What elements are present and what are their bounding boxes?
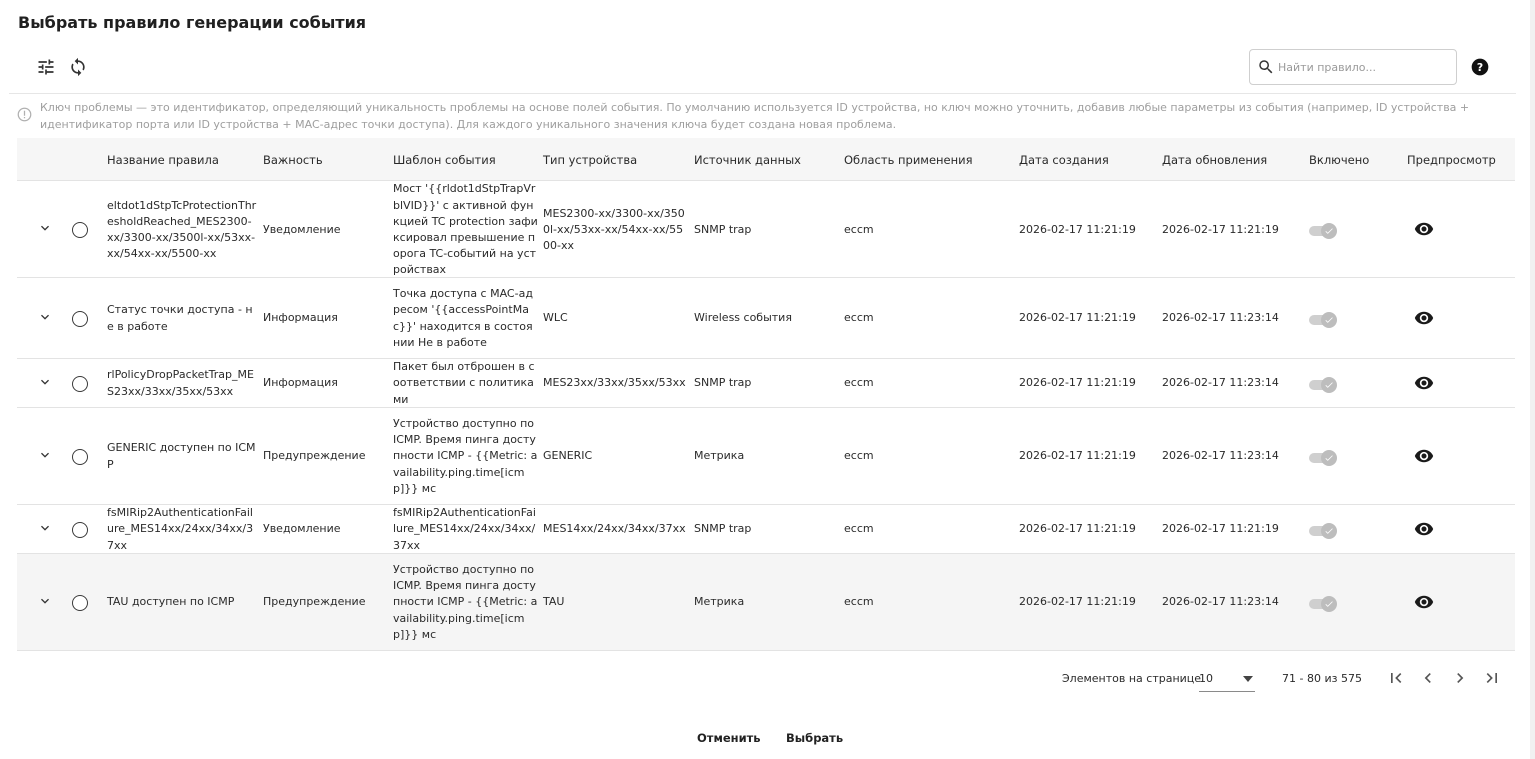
cell-updated: [1162, 359, 1302, 408]
cell-template: [393, 408, 538, 505]
header-created[interactable]: Дата создания: [1019, 153, 1109, 167]
cell-text: Устройство доступно по ICMP. Время пинга доступности ICMP - {{Metric: availability.ping.time[icmp]}} мс: [393, 562, 538, 641]
cell-name: [107, 182, 257, 278]
info-icon: [17, 107, 32, 122]
check-icon: [1324, 526, 1334, 536]
cell-text: 2026-02-17 11:21:19: [1019, 376, 1136, 390]
table-row[interactable]: [17, 278, 1515, 359]
cell-text: 2026-02-17 11:23:14: [1162, 449, 1279, 463]
enabled-toggle[interactable]: [1309, 311, 1339, 329]
cell-text: Устройство доступно по ICMP. Время пинга доступности ICMP - {{Metric: availability.ping.time[icmp]}} мс: [393, 416, 538, 495]
cell-text: 2026-02-17 11:23:14: [1162, 376, 1279, 390]
row-radio[interactable]: [72, 449, 88, 465]
header-enabled[interactable]: Включено: [1309, 153, 1370, 167]
cell-created: [1019, 182, 1159, 278]
svg-text:?: ?: [1476, 60, 1484, 74]
cell-created: [1019, 505, 1159, 554]
cell-name: [107, 554, 257, 651]
table-row[interactable]: [17, 505, 1515, 554]
cell-template: [393, 505, 538, 554]
page-size-label: Элементов на странице: [1062, 672, 1202, 685]
preview-eye-icon[interactable]: [1414, 446, 1434, 466]
cell-text: 2026-02-17 11:21:19: [1019, 522, 1136, 536]
cell-device-type: [543, 182, 688, 278]
page-range: 71 - 80 из 575: [1282, 672, 1362, 685]
dropdown-arrow-icon: [1243, 675, 1253, 683]
cell-text: eccm: [844, 376, 874, 390]
cancel-button[interactable]: Отменить: [697, 731, 761, 745]
cell-text: Предупреждение: [263, 595, 366, 609]
cell-template: [393, 359, 538, 408]
scrollbar[interactable]: [1530, 0, 1535, 759]
next-page-icon[interactable]: [1450, 668, 1470, 688]
header-preview[interactable]: Предпросмотр: [1407, 153, 1496, 167]
cell-text: fsMIRip2AuthenticationFailure_MES14xx/24xx/34xx/37xx: [107, 506, 254, 552]
check-icon: [1324, 226, 1334, 236]
chevron-down-icon[interactable]: [37, 520, 53, 536]
check-icon: [1324, 315, 1334, 325]
table-header: [17, 138, 1515, 181]
cell-text: Точка доступа с MAC-адресом '{{accessPointMac}}' находится в состоянии Не в работе: [393, 287, 533, 349]
cell-text: MES2300-xx/3300-xx/3500l-xx/53xx-xx/54xx-xx/5500-xx: [543, 206, 685, 253]
chevron-down-icon[interactable]: [37, 593, 53, 609]
prev-page-icon[interactable]: [1418, 668, 1438, 688]
cell-text: Предупреждение: [263, 449, 366, 463]
cell-scope: [844, 278, 1014, 359]
enabled-toggle[interactable]: [1309, 376, 1339, 394]
preview-eye-icon[interactable]: [1414, 519, 1434, 539]
search-input[interactable]: [1278, 50, 1453, 84]
cell-text: WLC: [543, 311, 568, 325]
cell-text: TAU доступен по ICMP: [107, 595, 235, 609]
cell-source: [694, 182, 839, 278]
cell-template: [393, 278, 538, 359]
cell-text: SNMP trap: [694, 522, 752, 536]
cell-text: 2026-02-17 11:23:14: [1162, 311, 1279, 325]
check-icon: [1324, 453, 1334, 463]
preview-eye-icon[interactable]: [1414, 592, 1434, 612]
cell-severity: [263, 182, 388, 278]
cell-severity: [263, 408, 388, 505]
row-radio[interactable]: [72, 595, 88, 611]
chevron-down-icon[interactable]: [37, 220, 53, 236]
cell-device-type: [543, 408, 688, 505]
page-size-value: 10: [1199, 672, 1213, 685]
row-radio[interactable]: [72, 376, 88, 392]
chevron-down-icon[interactable]: [37, 309, 53, 325]
cell-name: [107, 408, 257, 505]
cell-text: Информация: [263, 311, 338, 325]
preview-eye-icon[interactable]: [1414, 308, 1434, 328]
header-scope[interactable]: Область применения: [844, 153, 973, 167]
cell-severity: [263, 554, 388, 651]
cell-source: [694, 554, 839, 651]
preview-eye-icon[interactable]: [1414, 373, 1434, 393]
cell-text: Мост '{{rldot1dStpTrapVrblVID}}' с активной функцией TC protection зафиксировал превышение порога TC-событий на устройствах: [393, 182, 538, 277]
cell-source: [694, 359, 839, 408]
cell-text: MES23xx/33xx/35xx/53xx: [543, 376, 686, 390]
row-radio[interactable]: [72, 522, 88, 538]
row-radio[interactable]: [72, 311, 88, 327]
table-row[interactable]: [17, 359, 1515, 408]
cell-text: eccm: [844, 222, 874, 236]
page-size-select[interactable]: [1199, 666, 1255, 692]
cell-text: 2026-02-17 11:21:19: [1162, 522, 1279, 536]
enabled-toggle[interactable]: [1309, 595, 1339, 613]
cell-text: GENERIC доступен по ICMP: [107, 441, 256, 471]
cell-created: [1019, 278, 1159, 359]
toolbar-divider: [9, 93, 1516, 94]
table-row[interactable]: [17, 408, 1515, 505]
header-severity[interactable]: Важность: [263, 153, 323, 167]
cell-updated: [1162, 408, 1302, 505]
preview-eye-icon[interactable]: [1414, 219, 1434, 239]
dialog-title: Выбрать правило генерации события: [18, 13, 367, 32]
header-template[interactable]: Шаблон события: [393, 153, 496, 167]
cell-scope: [844, 182, 1014, 278]
cell-source: [694, 505, 839, 554]
cell-created: [1019, 359, 1159, 408]
cell-text: eccm: [844, 522, 874, 536]
cell-created: [1019, 554, 1159, 651]
cell-text: Уведомление: [263, 522, 341, 536]
cell-text: MES14xx/24xx/34xx/37xx: [543, 522, 686, 536]
cell-device-type: [543, 505, 688, 554]
cell-severity: [263, 278, 388, 359]
table-row[interactable]: [17, 554, 1515, 651]
cell-name: [107, 359, 257, 408]
cell-text: eccm: [844, 595, 874, 609]
cell-text: Пакет был отброшен в соответствии с политиками: [393, 360, 535, 406]
refresh-icon[interactable]: [67, 56, 89, 78]
cell-name: [107, 505, 257, 554]
check-icon: [1324, 380, 1334, 390]
cell-text: rlPolicyDropPacketTrap_MES23xx/33xx/35xx/53xx: [107, 368, 254, 398]
cell-scope: [844, 408, 1014, 505]
cell-text: SNMP trap: [694, 222, 752, 236]
help-icon[interactable]: [1470, 57, 1490, 77]
cell-source: [694, 408, 839, 505]
header-name[interactable]: Название правила: [107, 153, 219, 167]
cell-updated: [1162, 182, 1302, 278]
hint-block: [17, 98, 1517, 134]
first-page-icon[interactable]: [1386, 668, 1406, 688]
cell-severity: [263, 359, 388, 408]
cell-created: [1019, 408, 1159, 505]
cell-device-type: [543, 359, 688, 408]
cell-device-type: [543, 554, 688, 651]
cell-text: 2026-02-17 11:23:14: [1162, 595, 1279, 609]
header-device-type[interactable]: Тип устройства: [543, 153, 638, 167]
cell-updated: [1162, 505, 1302, 554]
select-button[interactable]: Выбрать: [786, 731, 844, 745]
cell-text: eltdot1dStpTcProtectionThresholdReached_MES2300-xx/3300-xx/3500l-xx/53xx-xx/54xx-xx/5500-xx: [107, 198, 257, 261]
cell-text: Метрика: [694, 449, 745, 463]
search-field[interactable]: [1249, 49, 1457, 85]
cell-text: 2026-02-17 11:21:19: [1019, 222, 1136, 236]
cell-text: Уведомление: [263, 222, 341, 236]
cell-updated: [1162, 554, 1302, 651]
chevron-down-icon[interactable]: [37, 447, 53, 463]
cell-text: 2026-02-17 11:21:19: [1162, 222, 1279, 236]
cell-text: TAU: [543, 595, 565, 609]
cell-device-type: [543, 278, 688, 359]
chevron-down-icon[interactable]: [37, 374, 53, 390]
enabled-toggle[interactable]: [1309, 222, 1339, 240]
cell-text: SNMP trap: [694, 376, 752, 390]
cell-text: Информация: [263, 376, 338, 390]
cell-severity: [263, 505, 388, 554]
row-radio[interactable]: [72, 222, 88, 238]
cell-text: eccm: [844, 311, 874, 325]
enabled-toggle[interactable]: [1309, 522, 1339, 540]
cell-text: eccm: [844, 449, 874, 463]
cell-text: Статус точки доступа - не в работе: [107, 303, 253, 333]
table-row[interactable]: [17, 182, 1515, 278]
cell-scope: [844, 554, 1014, 651]
cell-text: GENERIC: [543, 449, 593, 463]
cell-text: 2026-02-17 11:21:19: [1019, 311, 1136, 325]
hint-text: Ключ проблемы — это идентификатор, определяющий уникальность проблемы на основе полей события. По умолчанию используется ID устройства, но ключ можно уточнить, добавив любые параметры из события (например, ID устройства + идентификатор порта или ID устройства + MAC-адрес точки доступа). Для каждого уникального значения ключа будет создана новая проблема.: [40, 101, 1470, 131]
search-icon: [1257, 58, 1275, 76]
cell-text: Wireless события: [694, 311, 792, 325]
check-icon: [1324, 599, 1334, 609]
cell-text: Метрика: [694, 595, 745, 609]
last-page-icon[interactable]: [1482, 668, 1502, 688]
enabled-toggle[interactable]: [1309, 449, 1339, 467]
cell-scope: [844, 505, 1014, 554]
cell-text: 2026-02-17 11:21:19: [1019, 595, 1136, 609]
cell-text: fsMIRip2AuthenticationFailure_MES14xx/24xx/34xx/37xx: [393, 506, 536, 552]
cell-scope: [844, 359, 1014, 408]
tune-icon[interactable]: [35, 56, 57, 78]
cell-source: [694, 278, 839, 359]
cell-text: 2026-02-17 11:21:19: [1019, 449, 1136, 463]
cell-template: [393, 554, 538, 651]
header-source[interactable]: Источник данных: [694, 153, 801, 167]
cell-name: [107, 278, 257, 359]
header-updated[interactable]: Дата обновления: [1162, 153, 1268, 167]
cell-updated: [1162, 278, 1302, 359]
cell-template: [393, 182, 538, 278]
